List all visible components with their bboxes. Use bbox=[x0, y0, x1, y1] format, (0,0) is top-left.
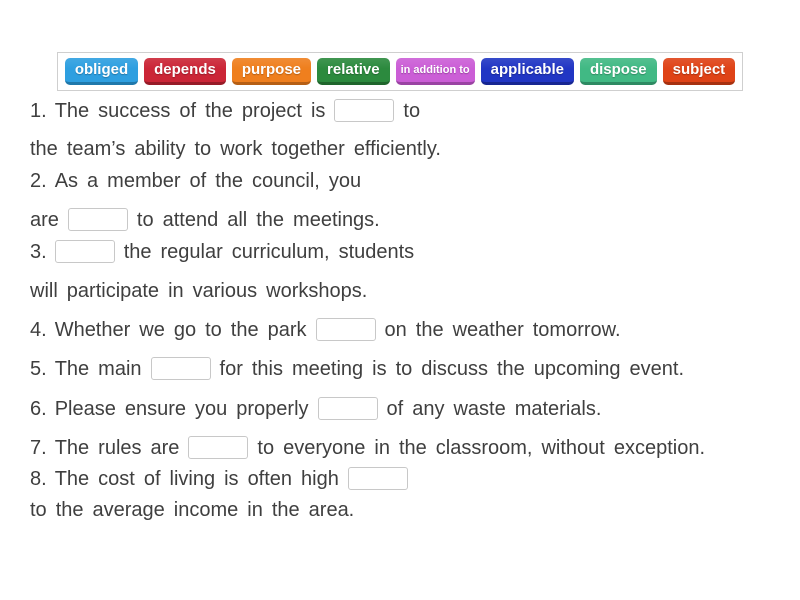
sentence-word: Whether bbox=[54, 319, 131, 341]
sentence-word: cost bbox=[98, 468, 135, 490]
sentence-line bbox=[30, 396, 800, 422]
sentence-word: ensure bbox=[124, 398, 186, 420]
sentence-line bbox=[30, 239, 800, 265]
sentence-word: member bbox=[107, 170, 181, 192]
sentence-word: is bbox=[372, 358, 387, 380]
sentence-line bbox=[30, 98, 800, 124]
sentence-word: to bbox=[30, 499, 47, 521]
answer-blank[interactable] bbox=[316, 318, 376, 341]
sentence-line bbox=[30, 168, 800, 194]
sentence-word: in bbox=[247, 499, 263, 521]
sentence-word: various bbox=[192, 280, 258, 302]
sentence-word: work bbox=[220, 138, 263, 160]
sentence-number: 3. bbox=[30, 241, 47, 263]
sentence-line bbox=[30, 207, 800, 233]
sentence-word: average bbox=[92, 499, 165, 521]
sentence-word: all bbox=[227, 209, 248, 231]
sentence-number: 7. bbox=[30, 437, 47, 459]
sentence-word: the bbox=[496, 358, 525, 380]
sentence-word: the bbox=[30, 138, 58, 160]
sentence-word: discuss bbox=[421, 358, 488, 380]
sentence-word: rules bbox=[98, 437, 142, 459]
answer-blank[interactable] bbox=[55, 240, 115, 263]
sentence-word: to bbox=[395, 358, 413, 380]
sentence-word: workshops. bbox=[266, 280, 368, 302]
sentence-word: on bbox=[384, 319, 407, 341]
answer-blank[interactable] bbox=[348, 467, 408, 490]
sentence-word: is bbox=[224, 468, 239, 490]
sentence-word: living bbox=[169, 468, 216, 490]
word-chip-in-addition-to[interactable]: in addition to bbox=[396, 58, 475, 85]
sentence-word: the bbox=[55, 499, 84, 521]
sentence-word: main bbox=[98, 358, 142, 380]
sentence-word: to bbox=[205, 319, 222, 341]
word-chip-obliged[interactable]: obliged bbox=[65, 58, 138, 85]
sentence-word: we bbox=[139, 319, 165, 341]
sentence-word: meetings. bbox=[293, 209, 380, 231]
sentence-word: for bbox=[219, 358, 243, 380]
sentence-word: will bbox=[30, 280, 58, 302]
sentence-word: classroom, bbox=[435, 437, 533, 459]
sentence-word: is bbox=[310, 100, 326, 122]
sentence-number: 6. bbox=[30, 398, 47, 420]
sentence-word: the bbox=[230, 319, 259, 341]
sentence-word: As bbox=[54, 170, 79, 192]
sentence-word: waste bbox=[453, 398, 506, 420]
sentence-word: success bbox=[98, 100, 171, 122]
sentence-word: participate bbox=[66, 280, 160, 302]
sentence-word: a bbox=[87, 170, 99, 192]
sentence-word: the bbox=[271, 499, 300, 521]
sentence-word: income bbox=[173, 499, 239, 521]
sentence-number: 1. bbox=[30, 100, 47, 122]
sentence-word: The bbox=[54, 468, 90, 490]
sentence-word: Please bbox=[54, 398, 116, 420]
answer-blank[interactable] bbox=[334, 99, 394, 122]
sentence-word: council, bbox=[252, 170, 320, 192]
sentence-word: without bbox=[541, 437, 605, 459]
sentence-word: The bbox=[54, 358, 90, 380]
sentence-word: ability bbox=[134, 138, 186, 160]
sentence-line bbox=[30, 278, 800, 304]
sentence-word: the bbox=[215, 170, 244, 192]
sentence-word: event. bbox=[629, 358, 684, 380]
sentence-word: to bbox=[194, 138, 212, 160]
sentence-number: 4. bbox=[30, 319, 47, 341]
sentence-word: the bbox=[123, 241, 152, 263]
word-chip-dispose[interactable]: dispose bbox=[580, 58, 657, 85]
sentence-word: properly bbox=[236, 398, 309, 420]
sentence-word: to bbox=[257, 437, 275, 459]
sentence-number: 8. bbox=[30, 468, 47, 490]
word-bank-wrapper bbox=[0, 52, 800, 91]
sentence-word: this bbox=[251, 358, 283, 380]
sentence-word: together bbox=[271, 138, 345, 160]
sentence-word: are bbox=[150, 437, 180, 459]
sentence-word: you bbox=[195, 398, 228, 420]
sentence-word: park bbox=[267, 319, 307, 341]
sentence-word: of bbox=[386, 398, 404, 420]
sentence-word: area. bbox=[308, 499, 355, 521]
word-chip-applicable[interactable]: applicable bbox=[481, 58, 574, 85]
sentence-word: The bbox=[54, 100, 90, 122]
sentence-word: exception. bbox=[613, 437, 706, 459]
sentence-word: often bbox=[247, 468, 293, 490]
answer-blank[interactable] bbox=[68, 208, 128, 231]
sentence-word: any bbox=[412, 398, 445, 420]
answer-blank[interactable] bbox=[318, 397, 378, 420]
sentence-line bbox=[30, 356, 800, 382]
sentence-line bbox=[30, 136, 800, 162]
sentence-word: go bbox=[173, 319, 197, 341]
sentence-word: regular bbox=[160, 241, 223, 263]
sentence-word: upcoming bbox=[533, 358, 621, 380]
sentence-line bbox=[30, 435, 800, 461]
sentence-line bbox=[30, 497, 800, 523]
sentence-number: 2. bbox=[30, 170, 47, 192]
sentence-line bbox=[30, 317, 800, 343]
sentence-word: of bbox=[179, 100, 197, 122]
sentence-word: meeting bbox=[291, 358, 364, 380]
word-chip-depends[interactable]: depends bbox=[144, 58, 226, 85]
sentence-word: to bbox=[403, 100, 421, 122]
answer-blank[interactable] bbox=[151, 357, 211, 380]
word-chip-purpose[interactable]: purpose bbox=[232, 58, 311, 85]
sentence-word: tomorrow. bbox=[532, 319, 621, 341]
sentence-word: in bbox=[374, 437, 390, 459]
sentence-word: are bbox=[30, 209, 59, 231]
sentence-word: the bbox=[415, 319, 444, 341]
sentence-line bbox=[30, 466, 800, 492]
word-bank bbox=[57, 52, 743, 91]
sentence-word: team’s bbox=[66, 138, 126, 160]
sentence-word: in bbox=[168, 280, 184, 302]
sentence-word: of bbox=[189, 170, 207, 192]
sentence-word: attend bbox=[162, 209, 219, 231]
sentence-word: everyone bbox=[283, 437, 366, 459]
sentence-word: curriculum, bbox=[231, 241, 330, 263]
sentence-word: high bbox=[301, 468, 339, 490]
sentence-number: 5. bbox=[30, 358, 47, 380]
sentence-word: the bbox=[256, 209, 285, 231]
sentence-word: of bbox=[143, 468, 161, 490]
sentence-word: students bbox=[338, 241, 415, 263]
sentence-word: you bbox=[328, 170, 362, 192]
sentence-word: materials. bbox=[514, 398, 602, 420]
sentence-word: efficiently. bbox=[353, 138, 441, 160]
sentence-word: weather bbox=[452, 319, 524, 341]
sentence-word: The bbox=[54, 437, 90, 459]
sentence-word: the bbox=[398, 437, 427, 459]
sentence-word: to bbox=[136, 209, 154, 231]
sentence-word: project bbox=[241, 100, 302, 122]
word-chip-subject[interactable]: subject bbox=[663, 58, 736, 85]
word-chip-relative[interactable]: relative bbox=[317, 58, 390, 85]
sentence-list bbox=[30, 98, 800, 523]
answer-blank[interactable] bbox=[188, 436, 248, 459]
sentence-word: the bbox=[205, 100, 233, 122]
